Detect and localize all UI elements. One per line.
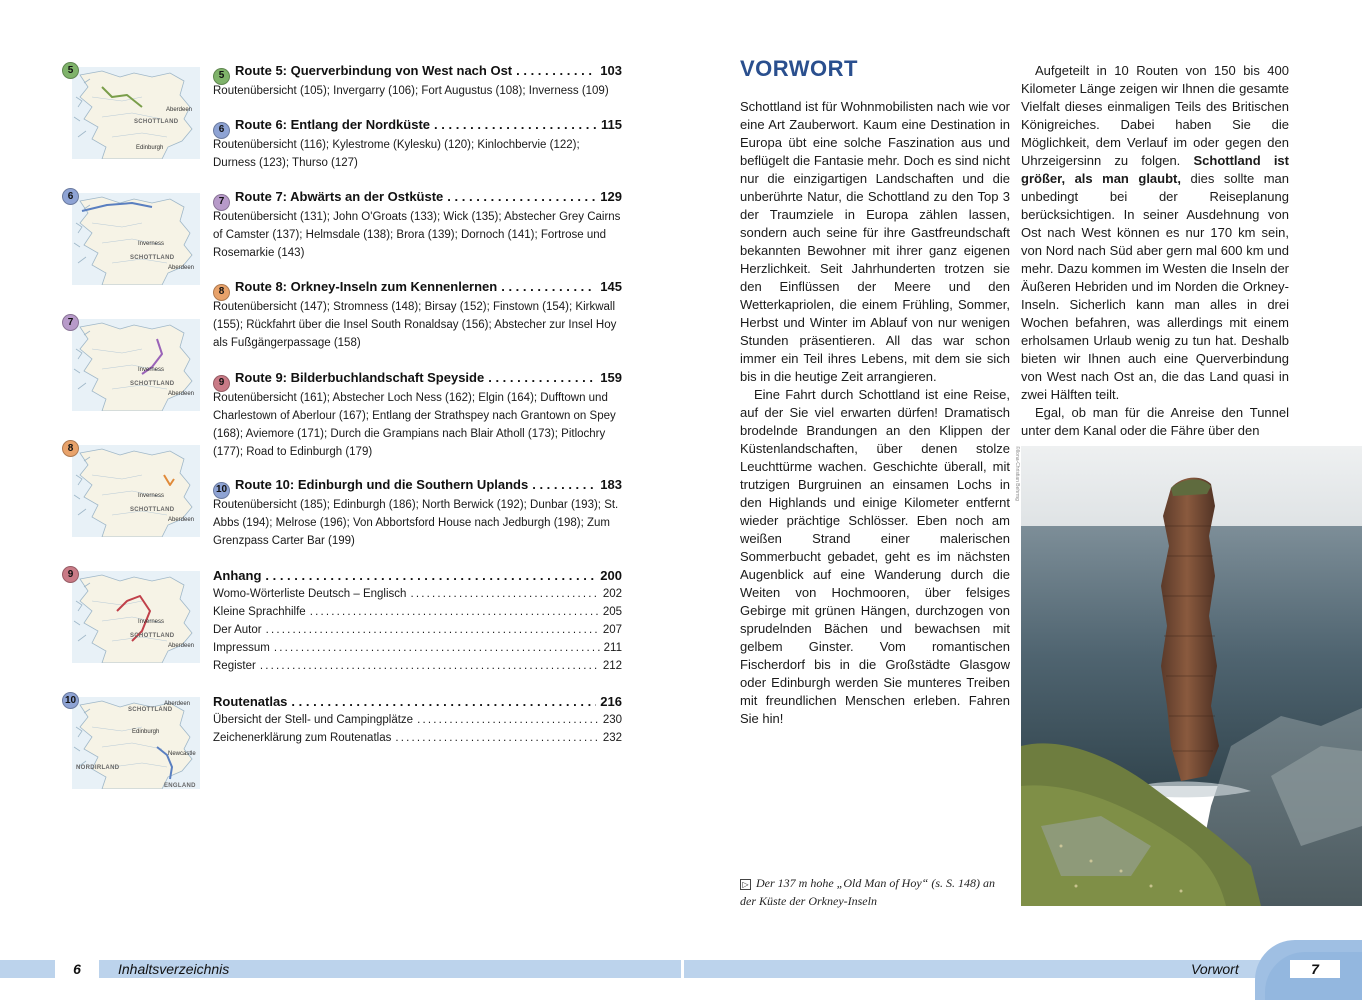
route-map — [72, 319, 200, 411]
toc-route-entry — [213, 188, 622, 262]
toc-route-title: Route 7: Abwärts an der Ostküste — [235, 189, 444, 204]
toc-route-page: 183 — [600, 477, 622, 492]
route-number-badge: 10 — [62, 692, 79, 709]
map-city-label: Aberdeen — [168, 517, 195, 523]
map-region-label: SCHOTTLAND — [134, 119, 179, 125]
toc-subentry[interactable] — [213, 603, 622, 621]
foreword-paragraph-1: Schottland ist für Wohnmobilisten nach wie vor eine Art Zauberwort. Kaum eine Destination in Europa übt eine solche Faszination aus und beflügelt die Fantasie mehr. Doch es sind nicht nur die einzigartigen Landschaften und die unberührte Natur, die Schottland zu den Top 3 der Traumziele in Europa zählen lassen, sondern auch seine für ihre Gastfreundschaft bekannten Bewohner mit ihrer ganz eigenen Herzlichkeit. Seit Jahrhunderten trotzen sie den Einflüssen der Meere und den Wetterkapriolen, die einem Frühling, Sommer, Herbst und Winter im Ablauf von nur wenigen Stunden präsentieren. All das war schon immer ein Teil ihres Lebens, mit dem sie sich bis in die heutige Zeit arrangieren. — [740, 99, 1010, 384]
toc-route-title: Route 9: Bilderbuchlandschaft Speyside — [235, 370, 485, 385]
map-city-label: Aberdeen — [166, 107, 193, 113]
map-region-label: ENGLAND — [164, 783, 196, 789]
toc-route-title: Route 10: Edinburgh und die Southern Uplands — [235, 477, 529, 492]
route-map — [72, 445, 200, 537]
toc-appendix-page: 200 — [600, 568, 622, 583]
toc-route-title: Route 5: Querverbindung von West nach Ost — [235, 63, 513, 78]
toc-subentry[interactable] — [213, 657, 622, 675]
toc-subentry[interactable] — [213, 639, 622, 657]
page-number-right: 7 — [1290, 960, 1340, 978]
toc-route-page: 115 — [601, 117, 622, 132]
toc-route-title: Route 6: Entlang der Nordküste — [235, 117, 431, 132]
toc-route-heading[interactable] — [213, 476, 622, 496]
map-city-label: Aberdeen — [168, 265, 195, 271]
toc-route-badge: 10 — [213, 482, 230, 499]
foreword-heading: VORWORT — [740, 56, 858, 81]
toc-subentry[interactable] — [213, 621, 622, 639]
toc-subentry-page: 202 — [602, 588, 622, 600]
caption-arrow-icon: ▷ — [740, 879, 751, 890]
toc-atlas-heading[interactable] — [213, 693, 622, 711]
photo-caption — [740, 874, 1000, 910]
toc-subentry-label: Impressum — [213, 642, 270, 654]
route-map-thumbnail[interactable] — [62, 566, 202, 664]
toc-atlas-title: Routenatlas — [213, 694, 288, 709]
map-region-label: SCHOTTLAND — [130, 633, 175, 639]
foreword-emphasis: Schottland ist größer, als man glaubt, — [1021, 153, 1289, 186]
scotland-map-graphic — [72, 319, 200, 411]
toc-atlas — [213, 693, 622, 747]
map-region-label: SCHOTTLAND — [130, 255, 175, 261]
foreword-paragraph-3: Aufgeteilt in 10 Routen von 150 bis 400 Kilometer Länge zeigen wir Ihnen die gesamte Vielfalt dieses einmaligen Teils des Britischen Königreiches. Dabei haben Sie die Möglichkeit, dem Verlauf im oder gegen den Uhrzeigersinn zu folgen. Schottland ist größer, als man glaubt, dies sollte man unbedingt bei der Reiseplanung berücksichtigen. In seiner Ausdehnung von Ost nach West können es nur 170 km sein, von Nord nach Süd aber gern mal 600 km und mehr. Dazu kommen im Westen die Inseln der Äußeren Hebriden und im Norden die Orkney-Inseln. Sicherlich kann man alles in drei Wochen befahren, was allerdings mit einem erholsamen Urlaub wenig zu tun hat. Deshalb bieten wir Ihnen auch eine Querverbindung von West nach Ost an, die das Land quasi in zwei Hälften teilt. — [1021, 63, 1289, 402]
old-man-of-hoy-photo — [1021, 446, 1362, 906]
sea-stack-illustration — [1021, 446, 1362, 906]
toc-route-heading[interactable] — [213, 62, 622, 82]
toc-subentry-page: 232 — [602, 732, 622, 744]
toc-subentry-label: Kleine Sprachhilfe — [213, 606, 306, 618]
toc-appendix-title: Anhang — [213, 568, 262, 583]
route-map — [72, 571, 200, 663]
map-city-label: Inverness — [138, 493, 165, 499]
route-map-thumbnail[interactable] — [62, 188, 202, 286]
toc-route-entry — [213, 116, 622, 172]
map-city-label: Edinburgh — [136, 145, 164, 151]
toc-route-page: 159 — [600, 370, 622, 385]
map-city-label: Newcastle — [168, 751, 196, 757]
running-title-left: Inhaltsverzeichnis — [118, 961, 230, 977]
route-map-thumbnail[interactable] — [62, 314, 202, 412]
route-map-thumbnail[interactable] — [62, 440, 202, 538]
toc-route-heading[interactable] — [213, 188, 622, 208]
photo-credit: ©Ilona-Christian Behrmg — [1014, 446, 1020, 501]
map-city-label: Aberdeen — [164, 701, 191, 707]
foreword-paragraph-2: Eine Fahrt durch Schottland ist eine Reise, auf der Sie viel erwarten dürfen! Dramatisch brodelnde Brandungen an den Klippen der Küstenlandschaften, über denen stolze Leuchttürme wachen. Geschichte überall, mit trutzigen Burgruinen an einsamen Lochs in den Highlands und einige Kilometer entfernt wieder prächtige Schlösser. Eben noch am weißen Strand einer malerischen Sommerbucht gebadet, geht es im nächsten Augenblick auf eine Wanderung durch die Weiten von Hochmooren, über felsiges Gebirge mit grünen Hängen, durchzogen von sprudelnden Bächen und bewachsen mit gelbem Ginster. Vom romantischen Fischerdorf bis in die Großstädte Glasgow oder Edinburgh werden Sie munteres Treiben mit freundlichen Menschen erleben. Fahren Sie hin! — [740, 387, 1010, 726]
photo-caption-text: Der 137 m hohe „Old Man of Hoy“ (s. S. 148) an der Küste der Orkney-Inseln — [740, 876, 995, 908]
toc-route-badge: 5 — [213, 68, 230, 85]
scotland-map-graphic — [72, 193, 200, 285]
route-number-badge: 9 — [62, 566, 79, 583]
toc-route-details: Routenübersicht (116); Kylestrome (Kylesku) (120); Kinlochbervie (122); Durness (123); Thurso (127) — [213, 138, 580, 169]
map-city-label: Edinburgh — [132, 729, 160, 735]
toc-route-details: Routenübersicht (131); John O'Groats (133); Wick (135); Abstecher Grey Cairns of Camster (137); Helmsdale (138); Brora (139); Dornoch (141); Fortrose und Rosemarkie (143) — [213, 210, 621, 259]
toc-atlas-page: 216 — [600, 694, 622, 709]
map-city-label: Inverness — [138, 241, 165, 247]
toc-subentry-page: 230 — [602, 714, 622, 726]
toc-route-page: 129 — [600, 189, 622, 204]
route-number-badge: 7 — [62, 314, 79, 331]
toc-route-page: 103 — [600, 63, 622, 78]
map-region-label: SCHOTTLAND — [130, 507, 175, 513]
toc-route-badge: 8 — [213, 284, 230, 301]
route-map-thumbnail[interactable] — [62, 62, 202, 160]
toc-route-details: Routenübersicht (161); Abstecher Loch Ness (162); Elgin (164); Dufftown und Charlestown of Aberlour (167); Entlang der Strathspey nach Grantown on Spey (168); Aviemore (171); Durch die Grampians nach Blair Atholl (173); Pitlochry (177); Road to Edinburgh (179) — [213, 391, 616, 458]
toc-route-badge: 6 — [213, 122, 230, 139]
toc-route-entry — [213, 369, 622, 461]
map-region-label: SCHOTTLAND — [130, 381, 175, 387]
toc-route-heading[interactable] — [213, 278, 622, 298]
foreword-paragraph-4: Egal, ob man für die Anreise den Tunnel unter dem Kanal oder die Fähre über den — [1021, 405, 1289, 438]
toc-route-heading[interactable] — [213, 369, 622, 389]
map-city-label: Aberdeen — [168, 391, 195, 397]
route-map — [72, 67, 200, 159]
running-title-right: Vorwort — [1191, 961, 1239, 977]
toc-route-details: Routenübersicht (105); Invergarry (106); Fort Augustus (108); Inverness (109) — [213, 84, 609, 97]
toc-route-page: 145 — [600, 279, 622, 294]
toc-subentry-label: Übersicht der Stell- und Campingplätze — [213, 714, 414, 726]
toc-subentry[interactable] — [213, 729, 622, 747]
page-number-left: 6 — [55, 960, 99, 978]
toc-route-badge: 9 — [213, 375, 230, 392]
toc-route-entry — [213, 476, 622, 550]
route-map — [72, 193, 200, 285]
foreword-column-right — [1021, 62, 1289, 440]
toc-subentry-page: 207 — [602, 624, 622, 636]
toc-subentry-label: Womo-Wörterliste Deutsch – Englisch — [213, 588, 407, 600]
map-region-label: NORDIRLAND — [76, 765, 120, 771]
map-city-label: Inverness — [138, 619, 165, 625]
toc-subentry-label: Register — [213, 660, 256, 672]
toc-subentry-label: Zeichenerklärung zum Routenatlas — [213, 732, 392, 744]
toc-route-title: Route 8: Orkney-Inseln zum Kennenlernen — [235, 279, 498, 294]
route-map — [72, 697, 200, 789]
toc-subentry-page: 212 — [602, 660, 622, 672]
foreword-column-left — [740, 98, 1010, 728]
route-map-thumbnail[interactable] — [62, 692, 202, 790]
scotland-map-graphic — [72, 571, 200, 663]
footer-bar-left — [0, 960, 681, 978]
toc-route-details: Routenübersicht (147); Stromness (148); Birsay (152); Finstown (154); Kirkwall (155); Rückfahrt über die Insel South Ronaldsay (156); Abstecher zur Insel Hoy als Fußgängerpassage (158) — [213, 300, 617, 349]
toc-subentry-page: 205 — [602, 606, 622, 618]
toc-appendix — [213, 567, 622, 675]
toc-subentry-page: 211 — [603, 642, 622, 654]
toc-appendix-heading[interactable] — [213, 567, 622, 585]
toc-route-badge: 7 — [213, 194, 230, 211]
toc-subentry[interactable] — [213, 711, 622, 729]
toc-subentry-label: Der Autor — [213, 624, 262, 636]
scotland-map-graphic — [72, 445, 200, 537]
route-number-badge: 8 — [62, 440, 79, 457]
route-number-badge: 6 — [62, 188, 79, 205]
toc-route-entry — [213, 278, 622, 352]
toc-route-entry — [213, 62, 622, 100]
toc-route-details: Routenübersicht (185); Edinburgh (186); North Berwick (192); Dunbar (193); St. Abbs (194); Melrose (196); Von Abbortsford House nach Jedburgh (198); Zum Grenzpass Carter Bar (199) — [213, 498, 619, 547]
map-city-label: Aberdeen — [168, 643, 195, 649]
map-city-label: Inverness — [138, 367, 165, 373]
toc-subentry[interactable] — [213, 585, 622, 603]
map-region-label: SCHOTTLAND — [128, 707, 173, 713]
route-number-badge: 5 — [62, 62, 79, 79]
toc-route-heading[interactable] — [213, 116, 622, 136]
